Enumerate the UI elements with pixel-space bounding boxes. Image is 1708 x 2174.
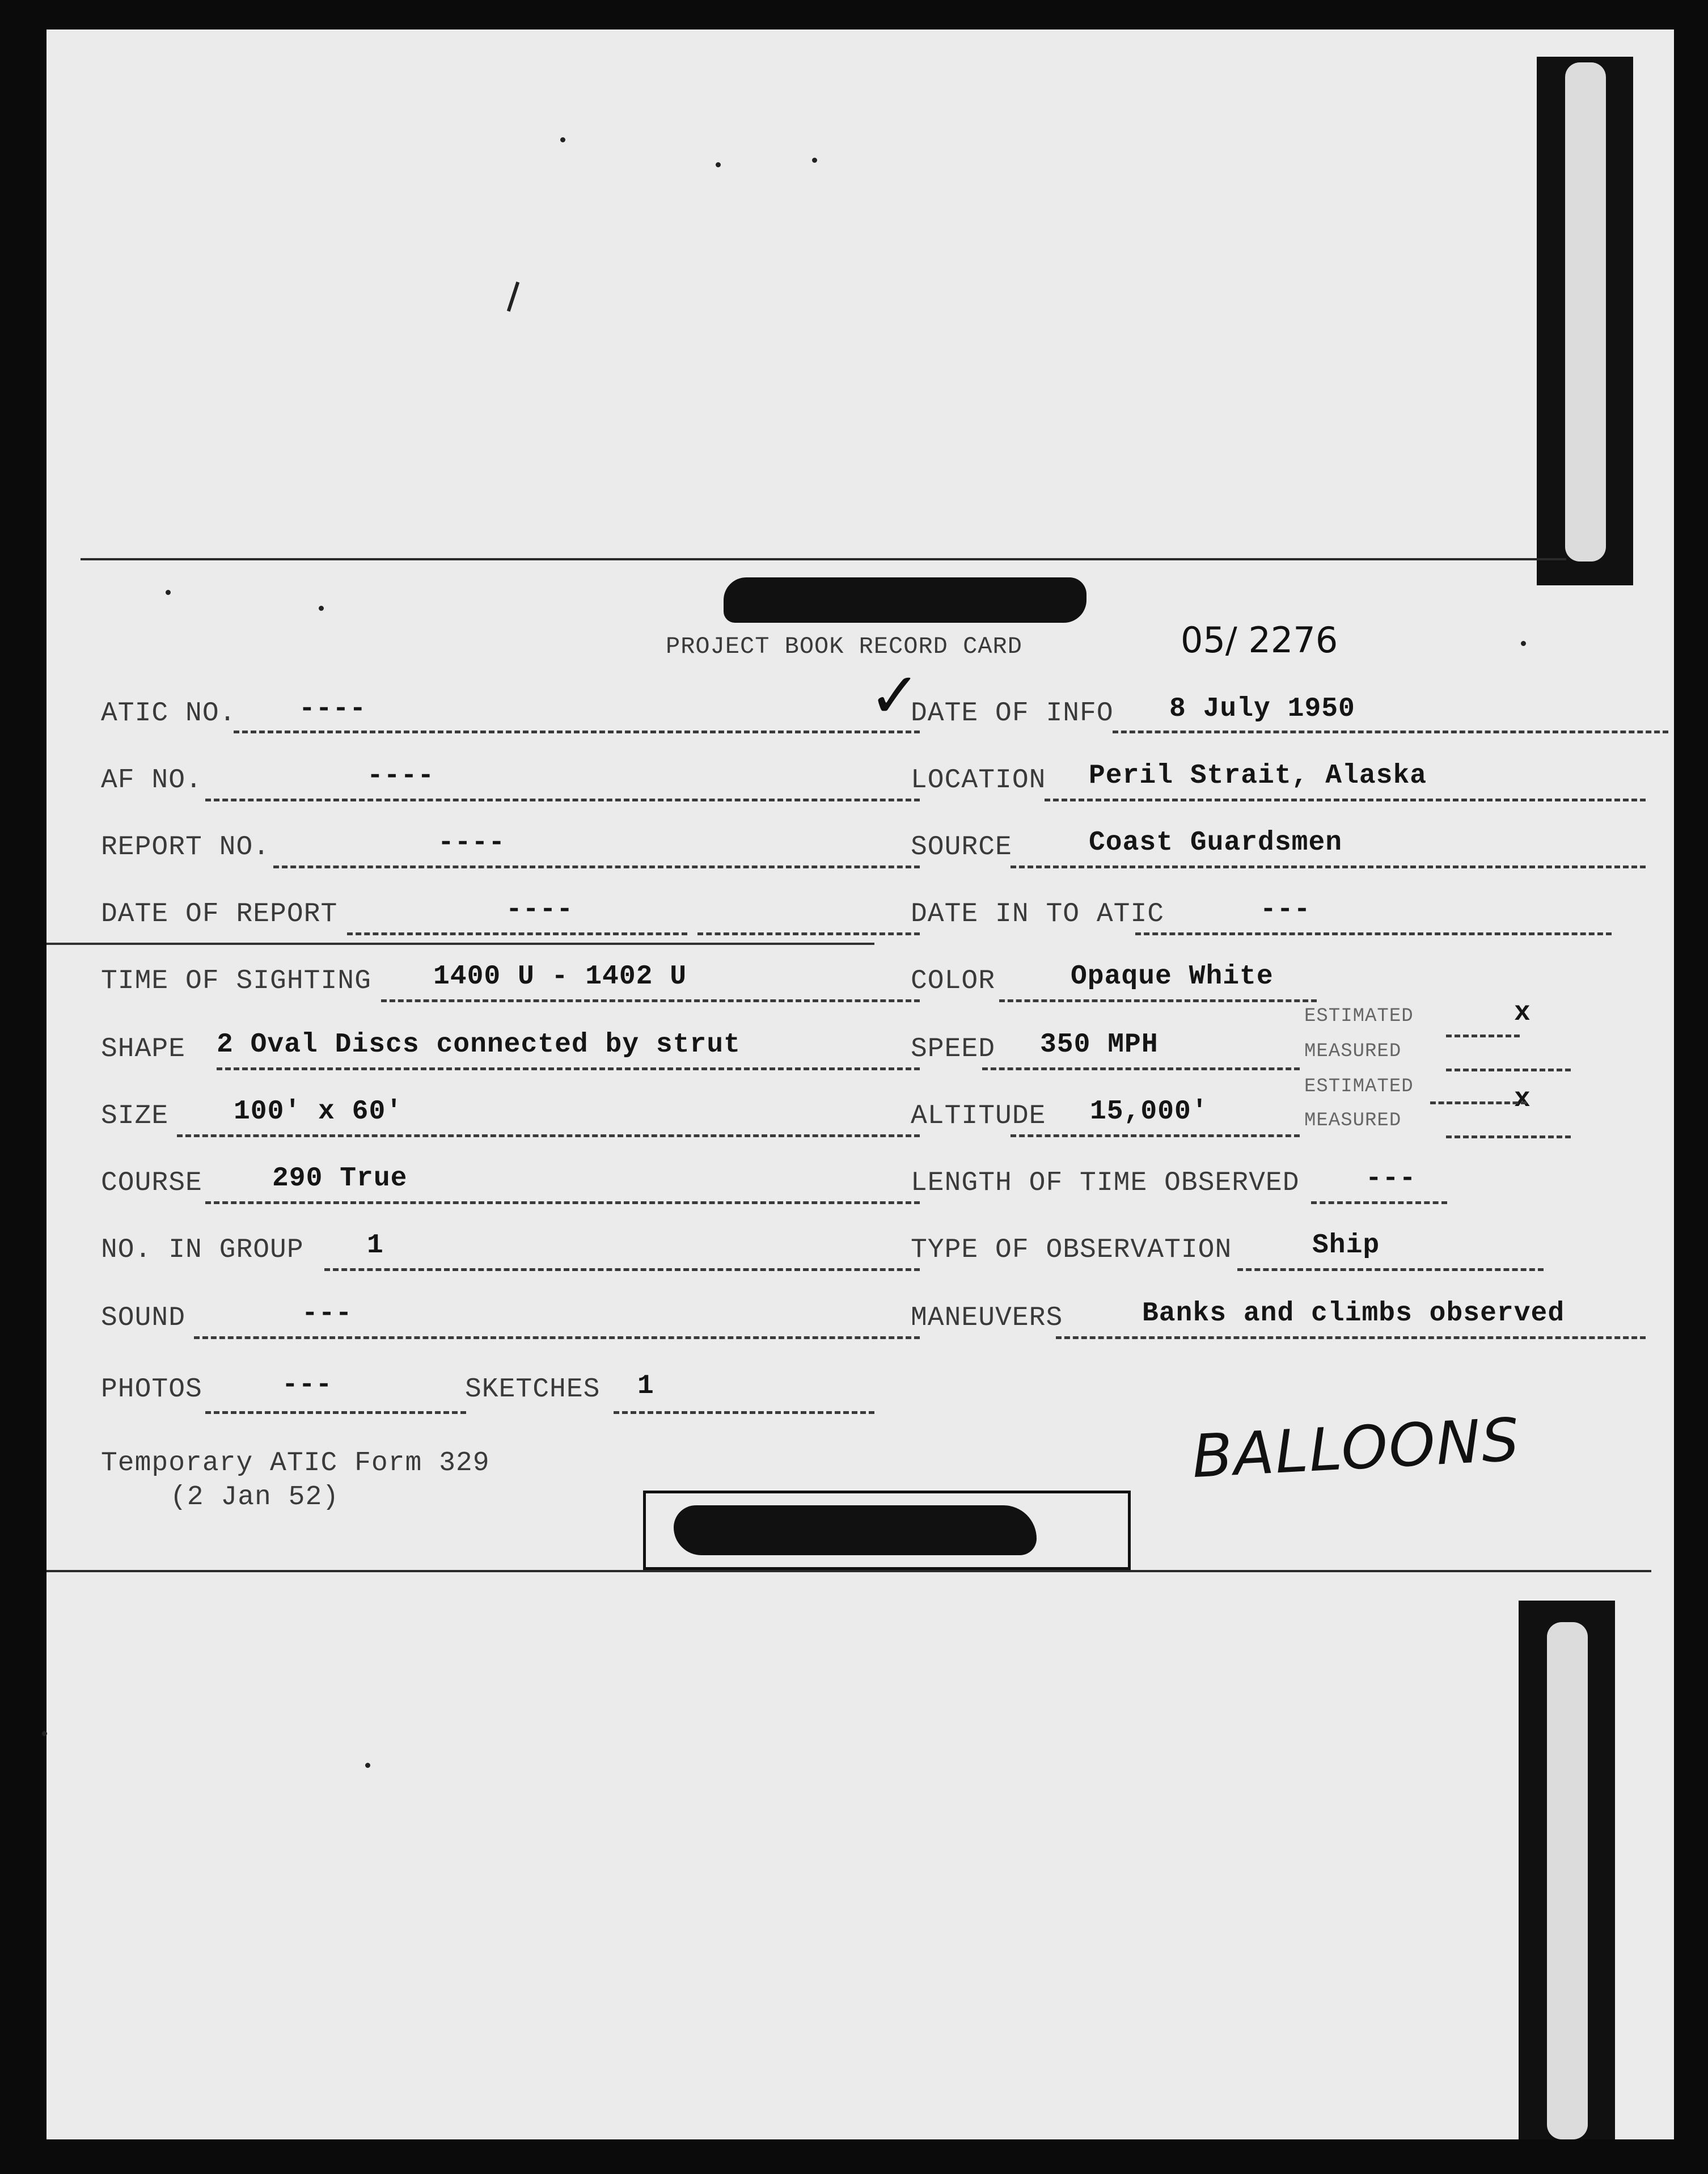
course-underline [205,1201,920,1204]
atic-no-label: ATIC NO. [101,698,236,729]
card-header: PROJECT BOOK RECORD CARD [666,633,1022,660]
report-no-underline [273,866,920,868]
date-in-to-atic-value: --- [1260,894,1311,925]
maneuvers-label: MANEUVERS [911,1303,1063,1333]
form-id-line2: (2 Jan 52) [170,1482,340,1513]
scan-speck [42,1731,47,1736]
date-of-report-label: DATE OF REPORT [101,899,338,930]
size-underline [177,1134,920,1137]
scan-speck [812,158,817,163]
scan-speck [716,162,721,167]
atic-no-value: ---- [299,694,367,724]
location-underline [1045,799,1646,801]
card-bottom-edge [46,1570,1651,1572]
length-of-time-observed-label: LENGTH OF TIME OBSERVED [911,1168,1300,1198]
location-value: Peril Strait, Alaska [1089,761,1427,791]
location-label: LOCATION [911,765,1046,796]
speed-estimated-mark: x [1514,998,1531,1028]
shape-label: SHAPE [101,1034,186,1065]
altitude-estimated-mark: x [1514,1084,1531,1115]
sketches-label: SKETCHES [465,1374,601,1405]
atic-no-underline [234,731,920,733]
date-of-report-underline [347,932,687,935]
altitude-measured-label: MEASURED [1304,1110,1402,1132]
af-no-label: AF NO. [101,765,202,796]
sound-underline [194,1336,920,1339]
color-underline [999,999,1317,1002]
date-in-to-atic-underline [1135,932,1612,935]
altitude-value: 15,000' [1090,1096,1208,1127]
speed-underline [982,1067,1300,1070]
report-no-label: REPORT NO. [101,832,270,863]
photos-value: --- [282,1370,333,1400]
speed-measured-label: MEASURED [1304,1041,1402,1062]
redaction-blot-header [724,577,1086,623]
handwritten-conclusion: BALLOONS [1190,1404,1522,1492]
course-label: COURSE [101,1168,202,1198]
time-of-sighting-underline [381,999,920,1002]
length-of-time-observed-underline [1311,1201,1447,1204]
date-of-report-value: ---- [506,894,574,925]
binder-clip-top [1537,57,1633,585]
scan-mark [507,281,519,311]
source-label: SOURCE [911,832,1012,863]
shape-value: 2 Oval Discs connected by strut [217,1029,741,1060]
source-value: Coast Guardsmen [1089,828,1343,858]
no-in-group-label: NO. IN GROUP [101,1235,304,1265]
af-no-value: ---- [367,761,435,791]
type-of-observation-underline [1237,1268,1544,1271]
redaction-blot-box [674,1505,1037,1555]
sketches-underline [614,1411,874,1414]
af-no-underline [205,799,920,801]
photos-underline [205,1411,466,1414]
size-label: SIZE [101,1101,169,1132]
scan-speck [365,1763,370,1768]
date-of-info-value: 8 July 1950 [1169,694,1355,724]
speed-measured-line [1446,1069,1571,1071]
card-top-edge [81,558,1566,560]
no-in-group-value: 1 [367,1230,384,1261]
sound-value: --- [302,1298,353,1329]
binder-clip-bottom [1519,1601,1615,2139]
altitude-underline [1011,1134,1300,1137]
date-of-info-label: DATE OF INFO [911,698,1114,729]
time-of-sighting-label: TIME OF SIGHTING [101,966,371,997]
type-of-observation-label: TYPE OF OBSERVATION [911,1235,1232,1265]
scan-speck [319,606,324,611]
color-value: Opaque White [1071,961,1274,992]
time-of-sighting-value: 1400 U - 1402 U [433,961,687,992]
scan-speck [560,137,565,142]
no-in-group-underline [324,1268,920,1271]
report-no-value: ---- [438,828,506,858]
speed-value: 350 MPH [1040,1029,1159,1060]
date-in-to-atic-label: DATE IN TO ATIC [911,899,1165,930]
course-value: 290 True [272,1163,408,1194]
check-mark: ✓ [869,659,921,732]
date-of-report-underline [697,932,920,935]
maneuvers-underline [1056,1336,1646,1339]
card-left-divider [46,943,874,945]
shape-underline [217,1067,920,1070]
sketches-value: 1 [637,1371,654,1402]
altitude-estimated-label: ESTIMATED [1304,1076,1414,1097]
speed-label: SPEED [911,1034,996,1065]
sound-label: SOUND [101,1303,186,1333]
scan-speck [166,590,171,595]
length-of-time-observed-value: --- [1365,1163,1417,1194]
scanned-record-card [46,29,1674,2139]
scan-speck [1521,641,1526,646]
speed-estimated-line [1446,1035,1520,1037]
altitude-measured-line [1446,1135,1571,1138]
source-underline [1011,866,1646,868]
speed-estimated-label: ESTIMATED [1304,1006,1414,1027]
altitude-estimated-line [1430,1101,1527,1104]
form-id-line1: Temporary ATIC Form 329 [101,1448,490,1479]
file-number: 05/ 2276 [1181,619,1338,661]
type-of-observation-value: Ship [1312,1230,1380,1261]
photos-label: PHOTOS [101,1374,202,1405]
date-of-info-underline [1113,731,1668,733]
size-value: 100' x 60' [234,1096,403,1127]
altitude-label: ALTITUDE [911,1101,1046,1132]
color-label: COLOR [911,966,996,997]
maneuvers-value: Banks and climbs observed [1142,1298,1565,1329]
